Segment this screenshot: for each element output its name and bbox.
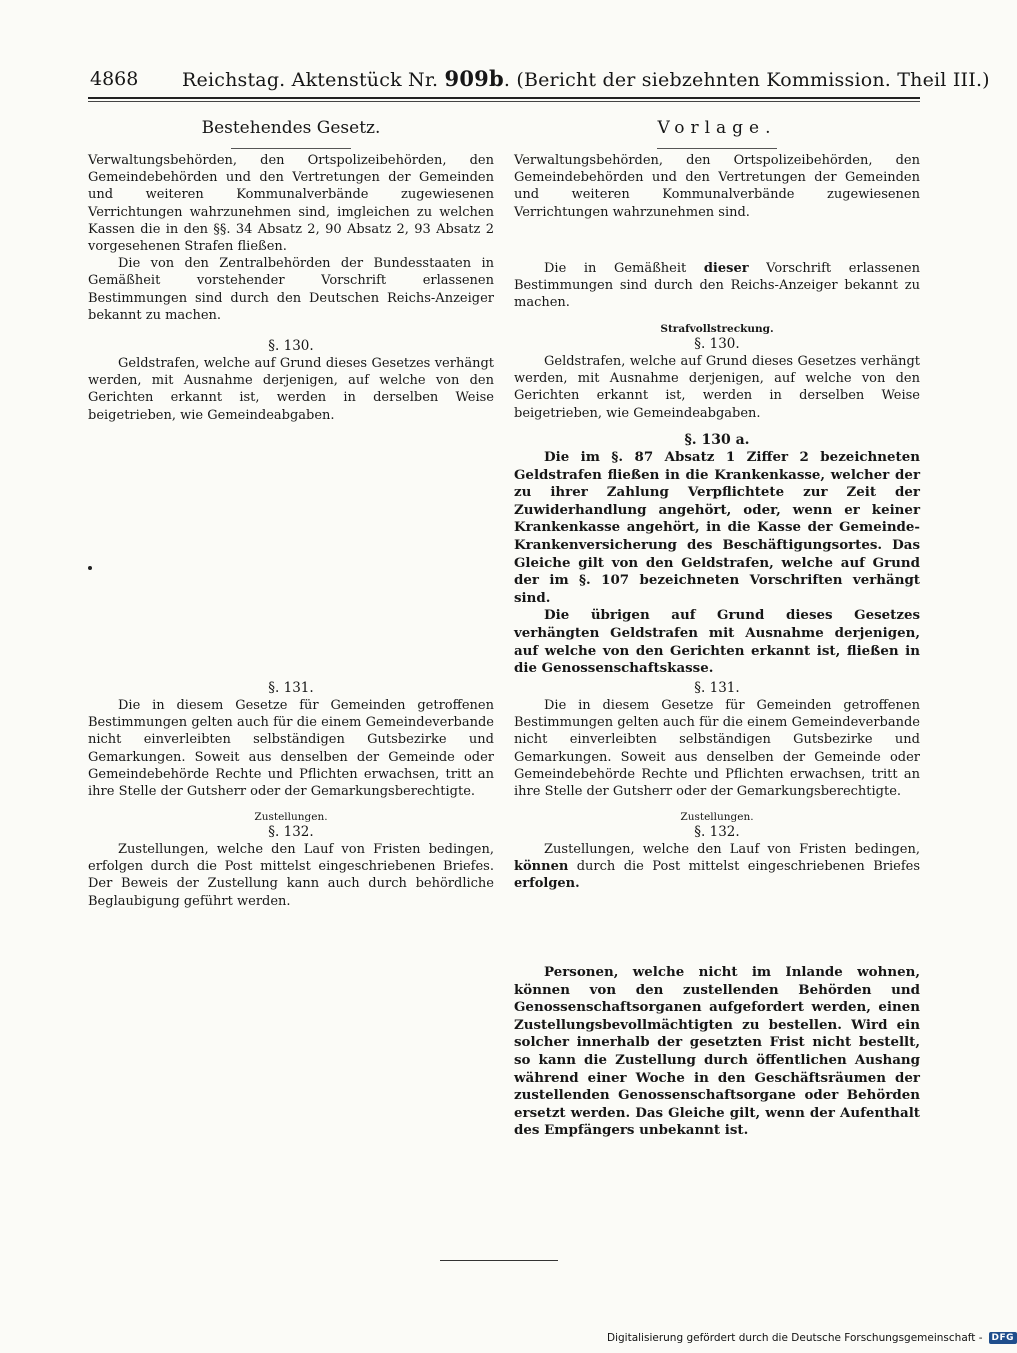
document-number: 909b bbox=[444, 66, 504, 91]
right-section-132 bbox=[514, 810, 920, 893]
paragraph: Geldstrafen, welche auf Grund dieses Gesetzes verhängt werden, mit Ausnahme derjenigen, auf welche von den Gerichten erkannt ist, werden in derselben Weise beigetrieben, wie Gemeindeabgaben. bbox=[88, 356, 494, 423]
paragraph: Personen, welche nicht im Inlande wohnen, können von den zustellenden Behörden und Genossenschaftsorganen aufgefordert werden, einen Zustellungsbevollmächtigten zu bestellen. Wird ein solcher innerhalb der gesetzten Frist nicht bestellt, so kann die Zustellung durch öffentlichen Aushang während einer Woche in den Geschäftsräumen der zustellenden Genossenschaftsorgane oder Behörden ersetzt werden. Das Gleiche gilt, wenn der Aufenthalt des Empfängers unbekannt ist. bbox=[514, 964, 920, 1139]
section-number: §. 131. bbox=[268, 680, 314, 696]
paragraph: Die in diesem Gesetze für Gemeinden getroffenen Bestimmungen gelten auch für die einem Gemeindeverbande nicht einverleibten selbständigen Gutsbezirke und Gemarkungen. Soweit aus denselben der Gemeinde oder Gemeindebehörde Rechte und Pflichten erwachsen, tritt an ihre Stelle der Gutsherr oder der Gemarkungsberechtigte. bbox=[88, 698, 494, 800]
column-heading-rule bbox=[231, 148, 351, 149]
section-subheading: Zustellungen. bbox=[254, 811, 328, 823]
right-block-intro bbox=[514, 152, 920, 221]
left-block-intro bbox=[88, 152, 494, 324]
emphasis: erfolgen. bbox=[514, 876, 580, 892]
column-heading-rule bbox=[657, 148, 777, 149]
paragraph: Die im §. 87 Absatz 1 Ziffer 2 bezeichneten Geldstrafen fließen in die Krankenkasse, welcher der zu ihrer Zahlung Verpflichtete zur Zeit der Zuwiderhandlung angehört, oder, wenn er keiner Krankenkasse angehört, in die Kasse der Gemeinde-Krankenversicherung des Beschäftigungsortes. Das Gleiche gilt von den Geldstrafen, welche auf Grund der im §. 107 bezeichneten Vorschriften verhängt sind. bbox=[514, 449, 920, 606]
section-number: §. 130. bbox=[268, 338, 314, 354]
paragraph: Die in diesem Gesetze für Gemeinden getroffenen Bestimmungen gelten auch für die einem Gemeindeverbande nicht einverleibten selbständigen Gutsbezirke und Gemarkungen. Soweit aus denselben der Gemeinde oder Gemeindebehörde Rechte und Pflichten erwachsen, tritt an ihre Stelle der Gutsherr oder der Gemarkungsberechtigte. bbox=[514, 698, 920, 800]
page-header bbox=[90, 62, 990, 96]
left-section-132 bbox=[88, 810, 494, 910]
running-title bbox=[182, 62, 990, 97]
emphasis: können bbox=[514, 859, 569, 875]
paragraph: Verwaltungsbehörden, den Ortspolizeibehörden, den Gemeindebehörden und den Vertretungen der Gemeinden und weiteren Kommunalverbände zugewiesenen Verrichtungen wahrzunehmen sind, imgleichen zu welchen Kassen die in den §§. 34 Absatz 2, 90 Absatz 2, 93 Absatz 2 vorgesehenen Strafen fließen. bbox=[88, 153, 494, 255]
paragraph: Verwaltungsbehörden, den Ortspolizeibehörden, den Gemeindebehörden und den Vertretungen der Gemeinden und weiteren Kommunalverbände zugewiesenen Verrichtungen wahrzunehmen sind. bbox=[514, 153, 920, 220]
column-existing-law bbox=[88, 112, 494, 909]
title-suffix: . (Bericht der siebzehnten Kommission. Theil III.) bbox=[503, 69, 990, 91]
right-section-131 bbox=[514, 680, 920, 800]
paragraph: Die in Gemäßheit dieser Vorschrift erlassenen Bestimmungen sind durch den Reichs-Anzeiger bekannt zu machen. bbox=[514, 261, 920, 311]
paragraph: Die übrigen auf Grund dieses Gesetzes verhängten Geldstrafen mit Ausnahme derjenigen, auf welche von den Gerichten erkannt ist, fließen in die Genossenschaftskasse. bbox=[514, 607, 920, 677]
emphasis: dieser bbox=[703, 261, 749, 276]
section-subheading: Zustellungen. bbox=[680, 811, 754, 823]
section-number: §. 130 a. bbox=[684, 432, 750, 448]
end-rule bbox=[440, 1260, 558, 1261]
column-heading: Bestehendes Gesetz. bbox=[201, 118, 381, 138]
section-number: §. 131. bbox=[694, 680, 740, 696]
column-proposal bbox=[514, 112, 920, 1139]
section-number: §. 130. bbox=[694, 336, 740, 352]
digitization-footer bbox=[607, 1332, 1017, 1344]
right-section-130 bbox=[514, 322, 920, 422]
left-section-130 bbox=[88, 338, 494, 424]
section-number: §. 132. bbox=[694, 824, 740, 840]
paragraph: Zustellungen, welche den Lauf von Fristen bedingen, erfolgen durch die Post mittelst eingeschriebenen Briefes. Der Beweis der Zustellung kann auch durch behördliche Beglaubigung geführt werden. bbox=[88, 842, 494, 909]
right-section-130a bbox=[514, 432, 920, 678]
right-section-132-addition bbox=[514, 964, 920, 1140]
print-mark bbox=[88, 566, 92, 570]
paragraph: Geldstrafen, welche auf Grund dieses Gesetzes verhängt werden, mit Ausnahme derjenigen, auf welche von den Gerichten erkannt ist, werden in derselben Weise beigetrieben, wie Gemeindeabgaben. bbox=[514, 354, 920, 421]
paragraph: Zustellungen, welche den Lauf von Fristen bedingen, können durch die Post mittelst eingeschriebenen Briefes erfolgen. bbox=[514, 842, 920, 892]
header-rule bbox=[88, 97, 920, 99]
header-rule-thin bbox=[88, 101, 920, 102]
page-number: 4868 bbox=[90, 68, 139, 90]
footer-text: Digitalisierung gefördert durch die Deutsche Forschungsgemeinschaft - bbox=[607, 1332, 983, 1344]
left-section-131 bbox=[88, 680, 494, 800]
section-number: §. 132. bbox=[268, 824, 314, 840]
title-prefix: Reichstag. Aktenstück Nr. bbox=[182, 69, 445, 91]
dfg-logo: DFG bbox=[989, 1332, 1017, 1344]
right-block-publication bbox=[514, 260, 920, 312]
paragraph: Die von den Zentralbehörden der Bundesstaaten in Gemäßheit vorstehender Vorschrift erlassenen Bestimmungen sind durch den Deutschen Reichs-Anzeiger bekannt zu machen. bbox=[88, 256, 494, 323]
section-subheading: Strafvollstreckung. bbox=[660, 323, 774, 335]
column-heading: Vorlage. bbox=[657, 118, 777, 138]
